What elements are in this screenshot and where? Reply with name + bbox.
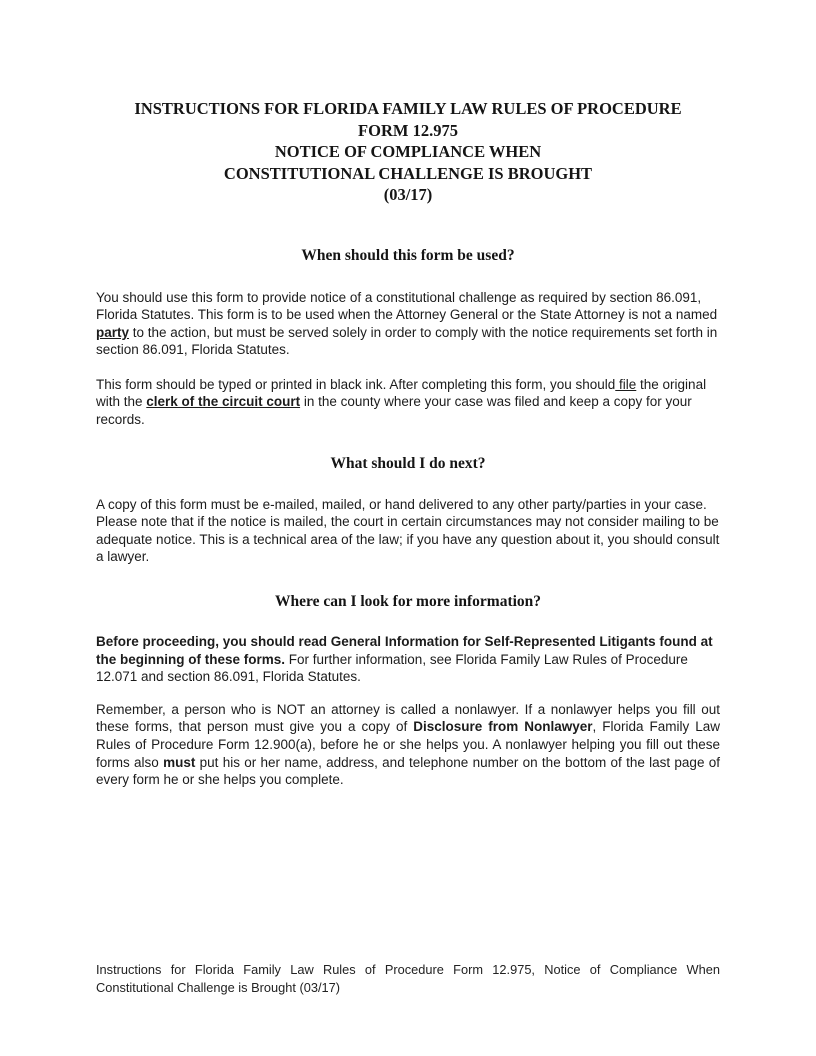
text-segment: For further information, see Florida Family Law Rules of Procedure 12.071 and section 86.091, Florida Statutes. [96,651,688,685]
section-heading-what-next: What should I do next? [330,454,486,472]
text-segment: You should use this form to provide notice of a constitutional challenge as required by section 86.091, Florida Statutes. This form is to be used when the Attorney General or the State Attorney is not a named [96,289,718,323]
text-segment: , Florida Family Law Rules of Procedure Form 12.900(a), before he or she helps you. A nonlawyer helping you fill out these forms also [96,719,720,770]
title-line-3: NOTICE OF COMPLIANCE WHEN [274,142,542,161]
text-segment: Remember, a person who is NOT an attorney is called a nonlawyer. If a nonlawyer helps you fill out these forms, that person must give you a copy of [96,701,720,735]
text-segment: must [163,754,196,770]
text-segment: put his or her name, address, and telephone number on the bottom of the last page of every form he or she helps you complete. [96,754,720,788]
title-line-1: INSTRUCTIONS FOR FLORIDA FAMILY LAW RULES OF PROCEDURE [134,99,682,118]
section-heading-more-information: Where can I look for more information? [274,593,542,611]
text-segment: This form should be typed or printed in black ink. After completing this form, you should [96,376,616,392]
document-footer: Instructions for Florida Family Law Rules of Procedure Form 12.975, Notice of Compliance When Constitutional Challenge is Brought (03/17) [96,962,720,995]
paragraph-when-used-2 [96,376,720,429]
document-title [96,98,720,206]
text-segment: clerk of the circuit court [146,394,301,410]
title-line-4: CONSTITUTIONAL CHALLENGE IS BROUGHT [223,163,593,183]
text-segment: party [96,324,130,340]
section-heading-when-used: When should this form be used? [301,246,515,264]
text-segment: to the action, but must be served solely in order to comply with the notice requirements set forth in section 86.091, Florida Statutes. [96,324,718,358]
paragraph-what-next-1 [96,496,720,566]
text-segment: Disclosure from Nonlawyer [413,719,593,735]
text-segment: Before proceeding, you should read General Information for Self-Represented Litigants found at the beginning of these forms. [96,634,713,667]
text-segment: in the county where your case was filed and keep a copy for your records. [96,394,692,428]
text-segment: the original with the [96,376,707,410]
paragraph-more-information-1 [96,633,720,686]
paragraph-more-information-2 [96,701,720,789]
paragraph-when-used-1 [96,289,720,359]
text-segment: file [615,376,637,392]
title-line-5: (03/17) [383,185,433,204]
title-line-2: FORM 12.975 [358,120,458,140]
text-segment: A copy of this form must be e-mailed, mailed, or hand delivered to any other party/parties in your case. Please note that if the notice is mailed, the court in certain circumstances may not consider mailing to be adequate notice. This is a technical area of the law; if you have any question about it, you should consult a lawyer. [96,496,720,565]
